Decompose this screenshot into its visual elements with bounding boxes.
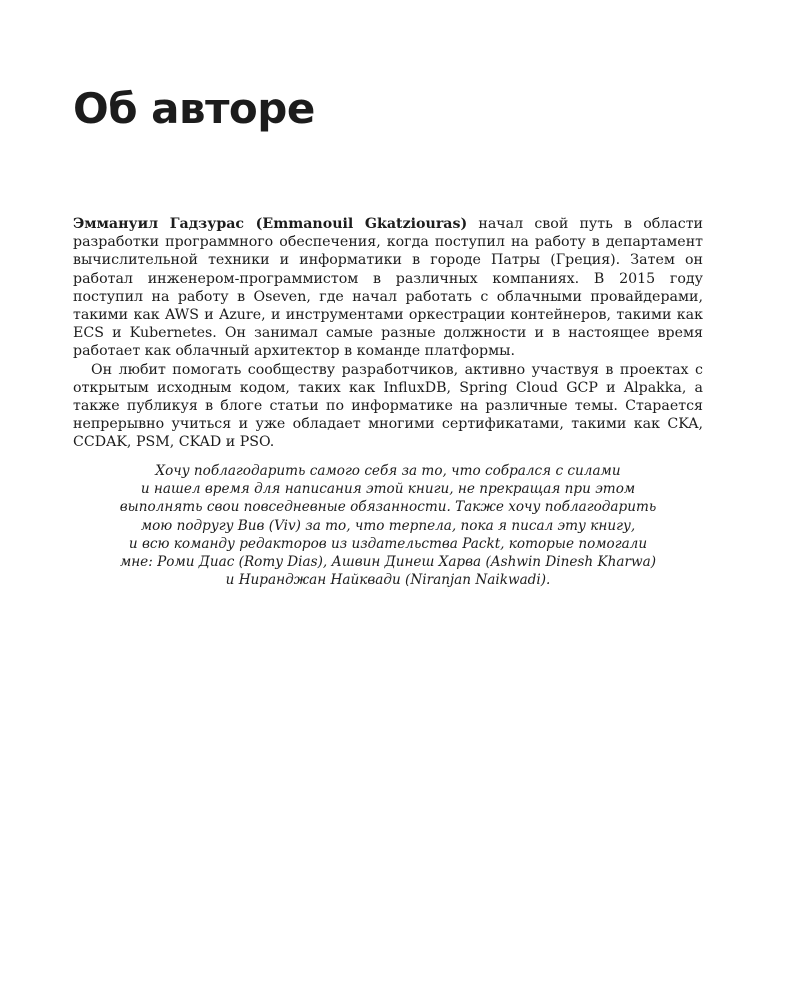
- bio-paragraph-1-text: начал свой путь в области разработки программного обеспечения, когда поступил на работу в департамент вычислительной техники и информатики в городе Патры (Греция). Затем он работал инженером-программистом в различных компаниях. В 2015 году поступил на работу в Oseven, где начал работать с облачными провайдерами, такими как AWS и Azure, и инструментами оркестрации контейнеров, такими как ECS и Kubernetes. Он занимал самые разные должности и в настоящее время работает как облачный архитектор в команде платформы.: [73, 216, 703, 360]
- bio-paragraph-2: Он любит помогать сообществу разработчиков, активно участвуя в проектах с открытым исходным кодом, таких как InfluxDB, Spring Cloud GCP и Alpakka, а также публикуя в блоге статьи по информатике на различные темы. Старается непрерывно учиться и уже обладает многими сертификатами, такими как CKA, CCDAK, PSM, CKAD и PSO.: [73, 361, 703, 451]
- bio-paragraph-1: [73, 215, 703, 361]
- dedication-line: Хочу поблагодарить самого себя за то, что собрался с силами: [155, 463, 621, 479]
- author-name: Эммануил Гадзурас (Emmanouil Gkatziouras): [73, 216, 468, 232]
- dedication-line: выполнять свои повседневные обязанности. Также хочу поблагодарить: [119, 499, 657, 516]
- author-bio: [73, 215, 703, 452]
- dedication-line: мне: Роми Диас (Romy Dias), Ашвин Динеш Харва (Ashwin Dinesh Kharwa): [119, 554, 657, 571]
- dedication-line: и Ниранджан Найквади (Niranjan Naikwadi).: [225, 572, 551, 589]
- page-title: Об авторе: [73, 84, 315, 133]
- dedication-line: и нашел время для написания этой книги, не прекращая при этом: [140, 481, 636, 498]
- dedication-line: мою подругу Вив (Viv) за то, что терпела, пока я писал эту книгу,: [140, 517, 636, 534]
- dedication-line: и всю команду редакторов из издательства Packt, которые помогали: [128, 535, 648, 552]
- dedication: [73, 462, 703, 589]
